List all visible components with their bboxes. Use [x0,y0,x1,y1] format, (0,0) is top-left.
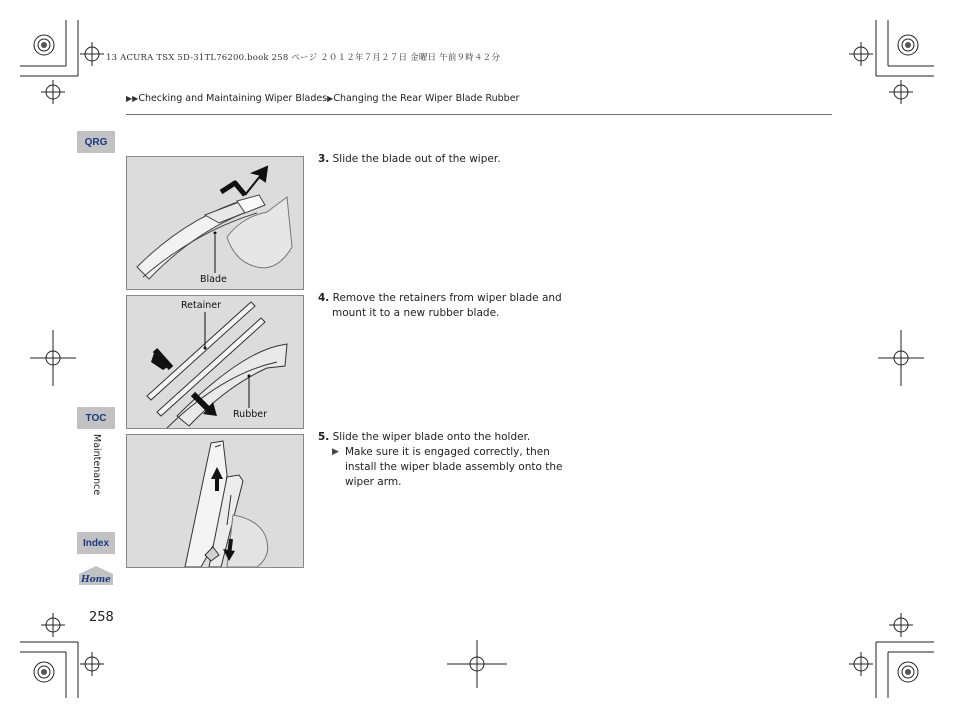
step-3 [318,152,568,167]
step-4-text-line1: Remove the retainers from wiper blade and [332,292,562,304]
step-3-number: 3. [318,153,330,165]
step-5-text: Slide the wiper blade onto the holder. [332,431,531,443]
breadcrumb-arrows: ▶▶ [126,94,139,103]
holder-illustration [127,435,304,568]
step-4-text-line2: mount it to a new rubber blade. [332,307,500,319]
step-5-note [318,445,568,490]
step-5-number: 5. [318,431,330,443]
retainer-rubber-illustration [127,296,304,429]
breadcrumb-subsection: Changing the Rear Wiper Blade Rubber [333,93,520,104]
home-button[interactable] [77,565,115,589]
index-button[interactable]: Index [77,532,115,554]
breadcrumb-separator: ▶ [327,94,334,103]
step-5-note-bullet: ▶ [332,447,339,457]
retainer-label: Retainer [181,300,221,311]
page-number: 258 [89,610,114,625]
wiper-blade-illustration [127,157,304,290]
step-5-note-line2: install the wiper blade assembly onto the [345,461,563,473]
header-rule [126,114,832,115]
qrg-button[interactable]: QRG [77,131,115,153]
step-4-number: 4. [318,292,330,304]
print-header: 13 ACURA TSX 5D-31TL76200.book 258 ページ ２０１２年７月２７日 金曜日 午前９時４２分 [106,53,501,63]
breadcrumb [126,93,519,104]
step-3-text: Slide the blade out of the wiper. [332,153,501,165]
step-5-note-line3: wiper arm. [345,476,402,488]
step-4 [318,291,568,321]
blade-label: Blade [200,274,227,285]
home-icon [77,565,115,589]
figure-slide-onto-holder [126,434,304,568]
step-5 [318,430,568,490]
breadcrumb-section-link[interactable]: Checking and Maintaining Wiper Blades [138,93,328,104]
figure-remove-retainers [126,295,304,429]
section-label-text: Maintenance [91,434,102,496]
rubber-label: Rubber [233,409,268,420]
toc-button[interactable]: TOC [77,407,115,429]
home-label: Home [81,575,111,585]
section-label [82,434,112,504]
figure-slide-blade-out [126,156,304,290]
step-5-note-line1: Make sure it is engaged correctly, then [345,446,550,458]
